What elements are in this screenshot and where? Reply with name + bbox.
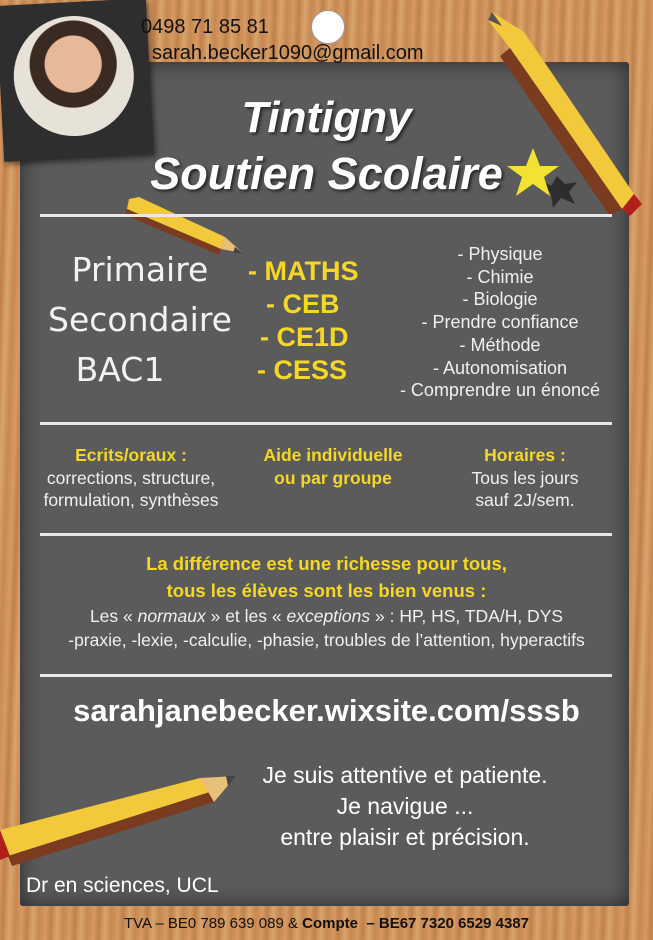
motto-line: entre plaisir et précision.	[280, 824, 530, 850]
service-line: corrections, structure,	[46, 467, 216, 488]
subject-item: - Physique	[457, 244, 543, 264]
service-title: Ecrits/oraux :	[75, 445, 187, 465]
motto-line: Je navigue ...	[336, 793, 474, 819]
subject-item: - CESS	[257, 355, 348, 385]
inclusion-line: -praxie, -lexie, -calculie, -phasie, troubles de l’attention, hyperactifs	[68, 630, 585, 650]
email-address: sarah.becker1090@gmail.com	[152, 42, 424, 64]
service-line: sauf 2J/sem.	[475, 490, 575, 510]
subject-item: - MATHS	[248, 256, 359, 286]
pin-icon	[311, 10, 345, 44]
inclusion-block	[0, 550, 653, 652]
service-individual	[240, 444, 426, 489]
divider	[40, 674, 612, 677]
subject-item: - Biologie	[462, 289, 538, 310]
title-service: Soutien Scolaire	[150, 148, 503, 199]
divider	[40, 422, 612, 425]
service-written-oral	[24, 444, 238, 512]
service-line: ou par groupe	[274, 467, 392, 488]
service-line: Tous les jours	[471, 467, 579, 488]
level-item: Secondaire	[48, 300, 232, 339]
pencil-decoration-bottom-left	[0, 770, 240, 870]
divider	[40, 214, 612, 217]
subject-item: - Prendre confiance	[421, 312, 579, 333]
level-item: Primaire	[71, 250, 209, 289]
service-title: Horaires :	[484, 445, 566, 465]
subject-item: - Méthode	[459, 334, 541, 355]
website-link[interactable]: sarahjanebecker.wixsite.com/sssb	[73, 693, 580, 728]
footer-legal: TVA – BE0 789 639 089 & Compte – BE67 7320 6529 4387	[123, 915, 529, 932]
phone-number: 0498 71 85 81	[141, 16, 269, 38]
level-item: BAC1	[75, 350, 165, 389]
inclusion-line: Les « normaux » et les « exceptions » : HP, HS, TDA/H, DYS	[89, 606, 564, 626]
service-line: Aide individuelle	[263, 445, 403, 465]
service-line: formulation, synthèses	[43, 490, 219, 510]
subject-item: - CEB	[266, 289, 340, 319]
other-subjects	[370, 243, 630, 402]
inclusion-headline: La différence est une richesse pour tous,	[146, 553, 507, 574]
subject-item: - CE1D	[260, 322, 349, 352]
motto-line: Je suis attentive et patiente.	[262, 762, 548, 788]
motto	[225, 760, 585, 853]
subject-item: - Comprendre un énoncé	[399, 380, 601, 401]
subject-item: - Chimie	[466, 266, 534, 287]
inclusion-headline: tous les élèves sont les bien venus :	[166, 580, 487, 601]
title-town: Tintigny	[241, 93, 412, 142]
service-schedule	[440, 444, 610, 512]
credential: Dr en sciences, UCL	[26, 874, 219, 897]
subject-item: - Autonomisation	[432, 357, 568, 378]
divider	[40, 533, 612, 536]
